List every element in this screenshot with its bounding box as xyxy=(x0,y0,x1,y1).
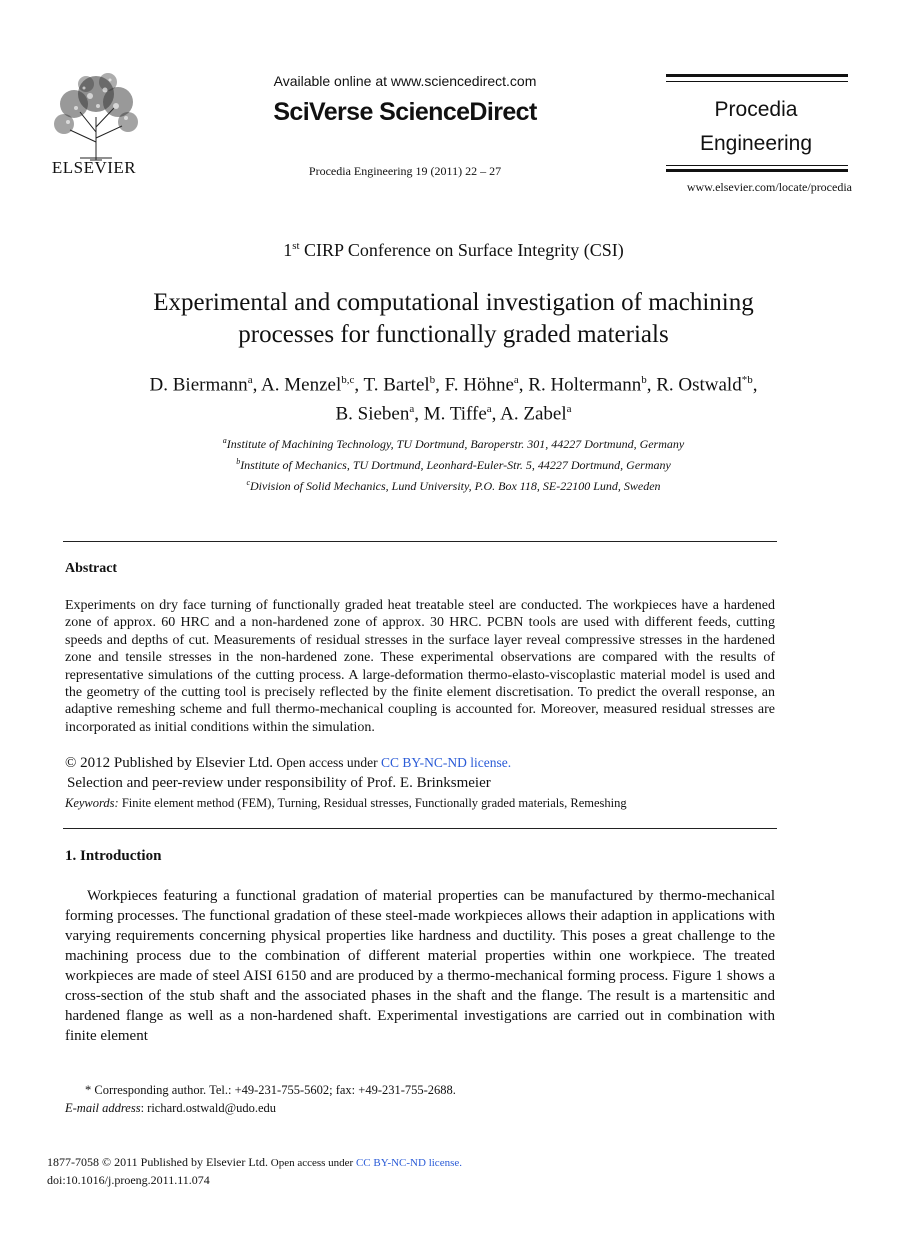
footer-license-link[interactable]: CC BY-NC-ND license. xyxy=(355,1157,462,1169)
journal-rule-bottom-2 xyxy=(666,169,848,172)
keywords-label: Keywords: xyxy=(65,796,119,810)
journal-name xyxy=(665,93,847,161)
publisher-name: ELSEVIER xyxy=(51,158,137,177)
section-heading-introduction: 1. Introduction xyxy=(65,848,162,864)
conference-ordinal-suffix: st xyxy=(292,240,300,252)
author-name: R. Ostwald xyxy=(656,374,742,396)
introduction-text: Workpieces featuring a functional gradation of material properties can be manufactured by thermo-mechanical forming processes. The functional gradation of these steel-made workpieces allows their adaption in applications with varying requirements concerning physical properties like hardness and ductility. This poses a great challenge to the machining process due to the combination of different material properties within one workpiece. The treated workpieces are made of steel AISI 6150 and are produced by a thermo-mechanical forming process. Figure 1 shows a cross-section of the stub shaft and the associated phases in the shaft and the flange. The result is a martensitic and hardened flange as well as a non-hardened shaft. Experimental investigations are carried out in combination with finite element xyxy=(65,888,775,1044)
affiliation-sup: c xyxy=(246,478,251,487)
author-affil-sup: b,c xyxy=(341,374,355,386)
affiliations xyxy=(40,432,867,495)
journal-name-line1: Procedia xyxy=(714,98,798,121)
author-affil-sup: *b xyxy=(741,374,753,386)
peer-review-line: Selection and peer-review under responsibility of Prof. E. Brinksmeier xyxy=(67,775,491,791)
journal-rule-bottom-1 xyxy=(666,165,848,166)
abstract-rule-top xyxy=(63,541,777,542)
license-link[interactable]: CC BY-NC-ND license. xyxy=(381,755,512,770)
author-affil-sup: b xyxy=(429,374,436,386)
doi-line[interactable]: doi:10.1016/j.proeng.2011.11.074 xyxy=(47,1173,210,1187)
affiliation-b xyxy=(40,453,867,474)
page-footer xyxy=(47,1154,807,1189)
abstract-rule-bottom xyxy=(63,828,777,829)
footer-open-access: Open access under xyxy=(268,1157,356,1169)
author-separator: , xyxy=(752,374,758,396)
issn-text: 1877-7058 © 2011 Published by Elsevier Ltd. xyxy=(47,1155,268,1169)
issn-line xyxy=(47,1154,807,1172)
keywords-text: Finite element method (FEM), Turning, Residual stresses, Functionally graded materials, Remeshing xyxy=(118,796,627,810)
author-name: A. Menzel xyxy=(261,374,342,396)
author-separator: , xyxy=(646,374,657,396)
author-affil-sup: b xyxy=(641,374,647,386)
sciencedirect-brand: SciVerse ScienceDirect xyxy=(273,98,537,126)
affiliation-text: Division of Solid Mechanics, Lund University, P.O. Box 118, SE-22100 Lund, Sweden xyxy=(250,479,661,493)
conference-name xyxy=(40,240,867,261)
author-separator: , xyxy=(354,374,364,396)
elsevier-tree-logo xyxy=(50,72,142,162)
affiliation-text: Institute of Mechanics, TU Dortmund, Leonhard-Euler-Str. 5, 44227 Dortmund, Germany xyxy=(240,458,671,472)
author-name: A. Zabel xyxy=(500,403,567,425)
footnote xyxy=(65,1081,775,1117)
author-separator: , xyxy=(435,374,445,396)
email-address[interactable]: : richard.ostwald@udo.edu xyxy=(140,1101,277,1115)
author-name: B. Sieben xyxy=(335,403,410,425)
author-affil-sup: a xyxy=(409,403,415,416)
email-label: E-mail address xyxy=(65,1101,141,1115)
paper-title xyxy=(40,287,867,351)
open-access-text: Open access under xyxy=(273,755,382,770)
author-separator: , xyxy=(252,374,262,396)
abstract-text: Experiments on dry face turning of functionally graded heat treatable steel are conducted. The workpieces have a hardened zone of approx. 60 HRC and a non-hardened zone of approx. 30 HRC. PCBN tools are used with different feeds, cutting speeds and depths of cut. Measurements of residual stresses in the surface layer reveal compressive stresses in the hardened zone and tensile stresses in the non-hardened zone. These experimental observations are compared with the results of representative simulations of the cutting process. A large-deformation thermo-elasto-viscoplastic material model is used and the geometry of the cutting tool is precisely reflected by the finite element discretisation. To predict the overall response, an adaptive remeshing scheme and full thermo-mechanical coupling is accounted for. Moreover, measured residual stresses are incorporated as initial conditions within the simulation. xyxy=(65,598,775,735)
journal-rule-top-2 xyxy=(666,81,848,82)
affiliation-text: Institute of Machining Technology, TU Dortmund, Baroperstr. 301, 44227 Dortmund, Germany xyxy=(226,437,685,451)
copyright-block xyxy=(65,753,775,793)
journal-name-line2: Engineering xyxy=(699,132,813,155)
author-affil-sup: a xyxy=(486,403,492,416)
available-online: Available online at www.sciencedirect.com xyxy=(273,73,537,89)
abstract-heading: Abstract xyxy=(65,561,118,576)
journal-rule-top-1 xyxy=(666,74,848,77)
author-line-2 xyxy=(40,397,867,426)
affiliation-a xyxy=(40,432,867,453)
affiliation-c xyxy=(40,474,867,495)
author-name: T. Bartel xyxy=(363,374,430,396)
author-name: F. Höhne xyxy=(444,374,514,396)
author-name: D. Biermann xyxy=(149,374,248,396)
journal-url[interactable]: www.elsevier.com/locate/procedia xyxy=(686,180,852,194)
conference-title: CIRP Conference on Surface Integrity (CSI) xyxy=(299,240,624,260)
author-name: M. Tiffe xyxy=(423,403,487,425)
author-affil-sup: a xyxy=(566,403,572,416)
author-list xyxy=(40,368,867,427)
author-affil-sup: a xyxy=(513,374,519,386)
author-affil-sup: a xyxy=(247,374,253,386)
journal-citation: Procedia Engineering 19 (2011) 22 – 27 xyxy=(308,164,502,178)
author-name: R. Holtermann xyxy=(528,374,642,396)
copyright-text: © 2012 Published by Elsevier Ltd. xyxy=(65,755,274,771)
author-separator: , xyxy=(518,374,529,396)
author-separator: , xyxy=(414,403,424,425)
affiliation-sup: a xyxy=(222,436,227,445)
email-note xyxy=(65,1099,775,1117)
paper-title-line2: processes for functionally graded materials xyxy=(238,321,669,348)
keywords xyxy=(65,796,775,811)
author-line-1 xyxy=(40,368,867,397)
paper-title-line1: Experimental and computational investigation of machining xyxy=(153,289,754,316)
corresponding-author-note: * Corresponding author. Tel.: +49-231-755-5602; fax: +49-231-755-2688. xyxy=(85,1083,456,1097)
copyright-line xyxy=(65,753,775,773)
affiliation-sup: b xyxy=(236,457,241,466)
conference-ordinal: 1 xyxy=(283,240,293,260)
author-separator: , xyxy=(491,403,501,425)
